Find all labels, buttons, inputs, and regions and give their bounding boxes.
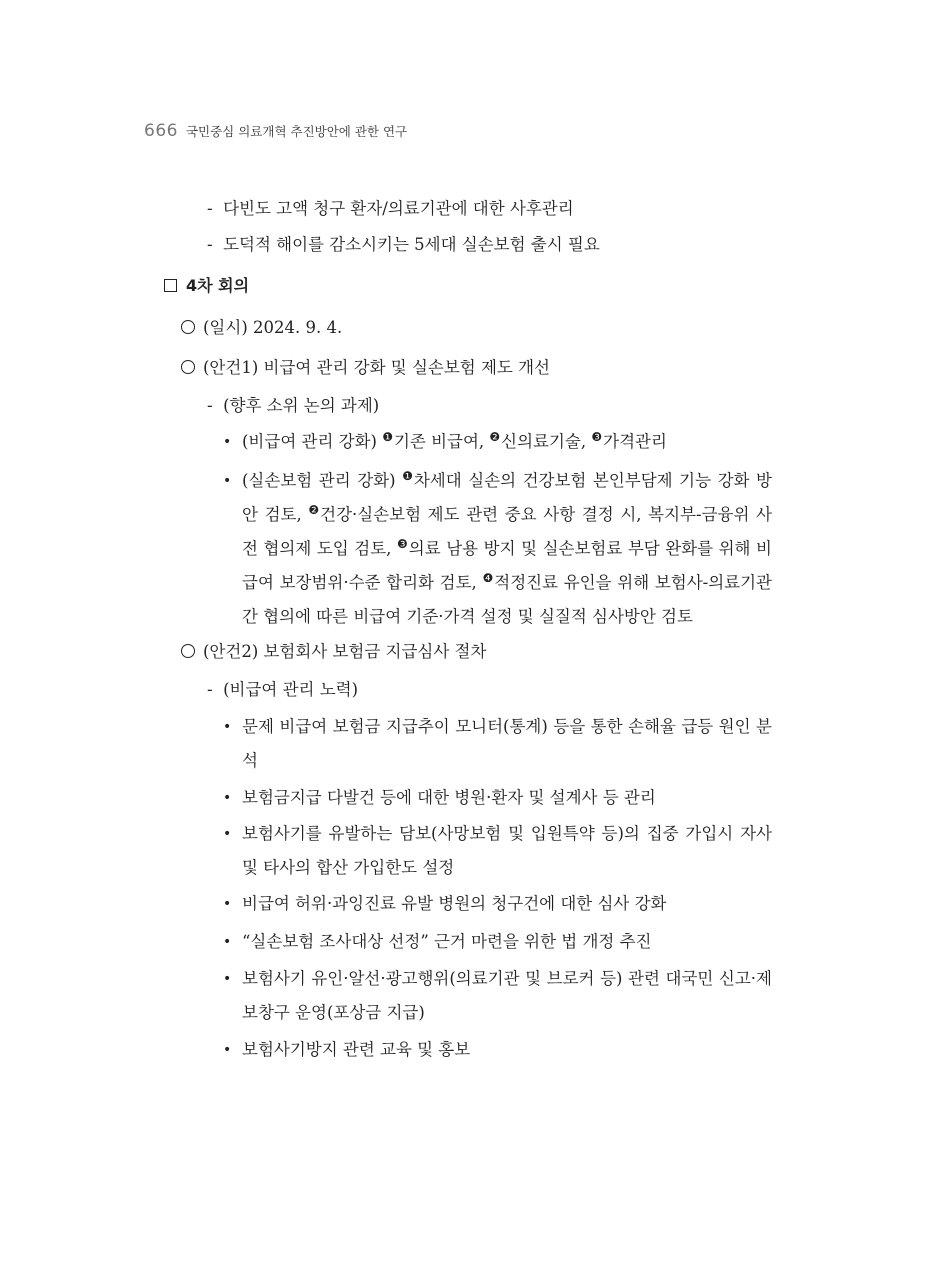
agenda1-title-text: (안건1) 비급여 관리 강화 및 실손보험 제도 개선 xyxy=(203,358,550,377)
agenda2-bullet: 비급여 허위·과잉진료 유발 병원의 청구건에 대한 심사 강화 xyxy=(242,894,667,913)
agenda2-bullet: 보험금지급 다발건 등에 대한 병원·환자 및 설계사 등 관리 xyxy=(242,788,656,807)
bullet-text: 건강·실손보험 제도 관련 중요 사항 결정 시, 복지부-금융위 사전 협의제 도입 검토, xyxy=(242,505,772,558)
circle-bullet-icon xyxy=(181,320,195,334)
dash-item-text: 다빈도 고액 청구 환자/의료기관에 대한 사후관리 xyxy=(223,199,574,218)
bullet-icon: • xyxy=(223,719,232,735)
dash-item-text: 도덕적 해이를 감소시키는 5세대 실손보험 출시 필요 xyxy=(223,235,600,254)
bullet-text: 적정진료 유인을 위해 보험사-의료기관간 협의에 따른 비급여 기준·가격 설정 및 실질적 심사방안 검토 xyxy=(242,573,772,626)
bullet-icon: • xyxy=(223,1042,232,1058)
agenda2-sub-text: (비급여 관리 노력) xyxy=(223,680,359,699)
dash-item: - 다빈도 고액 청구 환자/의료기관에 대한 사후관리 xyxy=(207,199,574,218)
agenda2-sub: - (비급여 관리 노력) xyxy=(207,680,359,699)
agenda2-bullet: 문제 비급여 보험금 지급추이 모니터(통계) 등을 통한 손해율 급등 원인 분석 xyxy=(242,717,772,770)
square-bullet-icon xyxy=(164,279,177,292)
agenda2-bullet: “실손보험 조사대상 선정” 근거 마련을 위한 법 개정 추진 xyxy=(242,932,652,951)
bullet-text: 기존 비급여, xyxy=(393,432,485,451)
running-title: 국민중심 의료개혁 추진방안에 관한 연구 xyxy=(185,124,408,139)
section-title: 4차 회의 xyxy=(186,276,250,295)
agenda1-bullet1: (비급여 관리 강화) ❶기존 비급여, ❷신의료기술, ❸가격관리 xyxy=(242,429,667,451)
circle-bullet-icon xyxy=(181,360,195,374)
agenda2-bullet: 보험사기 유인·알선·광고행위(의료기관 및 브로커 등) 관련 대국민 신고·제보창구 운영(포상금 지급) xyxy=(242,969,772,1022)
dash-item: - 도덕적 해이를 감소시키는 5세대 실손보험 출시 필요 xyxy=(207,235,600,254)
circle-bullet-icon xyxy=(181,644,195,658)
bullet-icon: • xyxy=(223,473,232,489)
agenda1-sub: - (향후 소위 논의 과제) xyxy=(207,396,380,415)
page-header xyxy=(144,121,407,141)
date-text: (일시) 2024. 9. 4. xyxy=(203,318,343,337)
bullet-icon: • xyxy=(223,971,232,987)
agenda1-title xyxy=(181,351,550,385)
agenda2-title xyxy=(181,635,486,669)
agenda2-title-text: (안건2) 보험회사 보험금 지급심사 절차 xyxy=(203,642,487,661)
bullet-icon: • xyxy=(223,934,232,950)
bullet-icon: • xyxy=(223,434,232,450)
bullet-icon: • xyxy=(223,826,232,842)
bullet-icon: • xyxy=(223,790,232,806)
bullet-icon: • xyxy=(223,896,232,912)
circle-item-date xyxy=(181,311,342,345)
agenda1-bullet2: (실손보험 관리 강화) ❶차세대 실손의 건강보험 본인부담제 기능 강화 방안 검토, ❷건강·실손보험 제도 관련 중요 사항 결정 시, 복지부-금융위 사전 협의제 도입 검토, ❸의료 남용 방지 및 실손보험료 부담 완화를 위해 비급여 보장범위·수준 합리화 검토, ❹적정진료 유인을 위해 보험사-의료기관간 협의에 따른 비급여 기준·가격 설정 및 실질적 심사방안 검토 xyxy=(242,468,772,626)
agenda2-bullet: 보험사기를 유발하는 담보(사망보험 및 입원특약 등)의 집중 가입시 자사 및 타사의 합산 가입한도 설정 xyxy=(242,824,772,877)
bullet-text: 신의료기술, xyxy=(501,432,587,451)
bullet-text: 차세대 실손의 건강보험 본인부담제 기능 강화 방안 검토, xyxy=(242,471,772,524)
agenda1-sub-text: (향후 소위 논의 과제) xyxy=(223,396,380,415)
bullet-prefix: (실손보험 관리 강화) xyxy=(242,471,396,490)
section-heading xyxy=(164,269,249,303)
page-number: 666 xyxy=(144,121,178,141)
bullet-text: 가격관리 xyxy=(603,432,667,451)
bullet-text: 의료 남용 방지 및 실손보험료 부담 완화를 위해 비급여 보장범위·수준 합리화 검토, xyxy=(242,539,772,592)
agenda2-bullet: 보험사기방지 관련 교육 및 홍보 xyxy=(242,1040,471,1059)
bullet-prefix: (비급여 관리 강화) xyxy=(242,432,377,451)
